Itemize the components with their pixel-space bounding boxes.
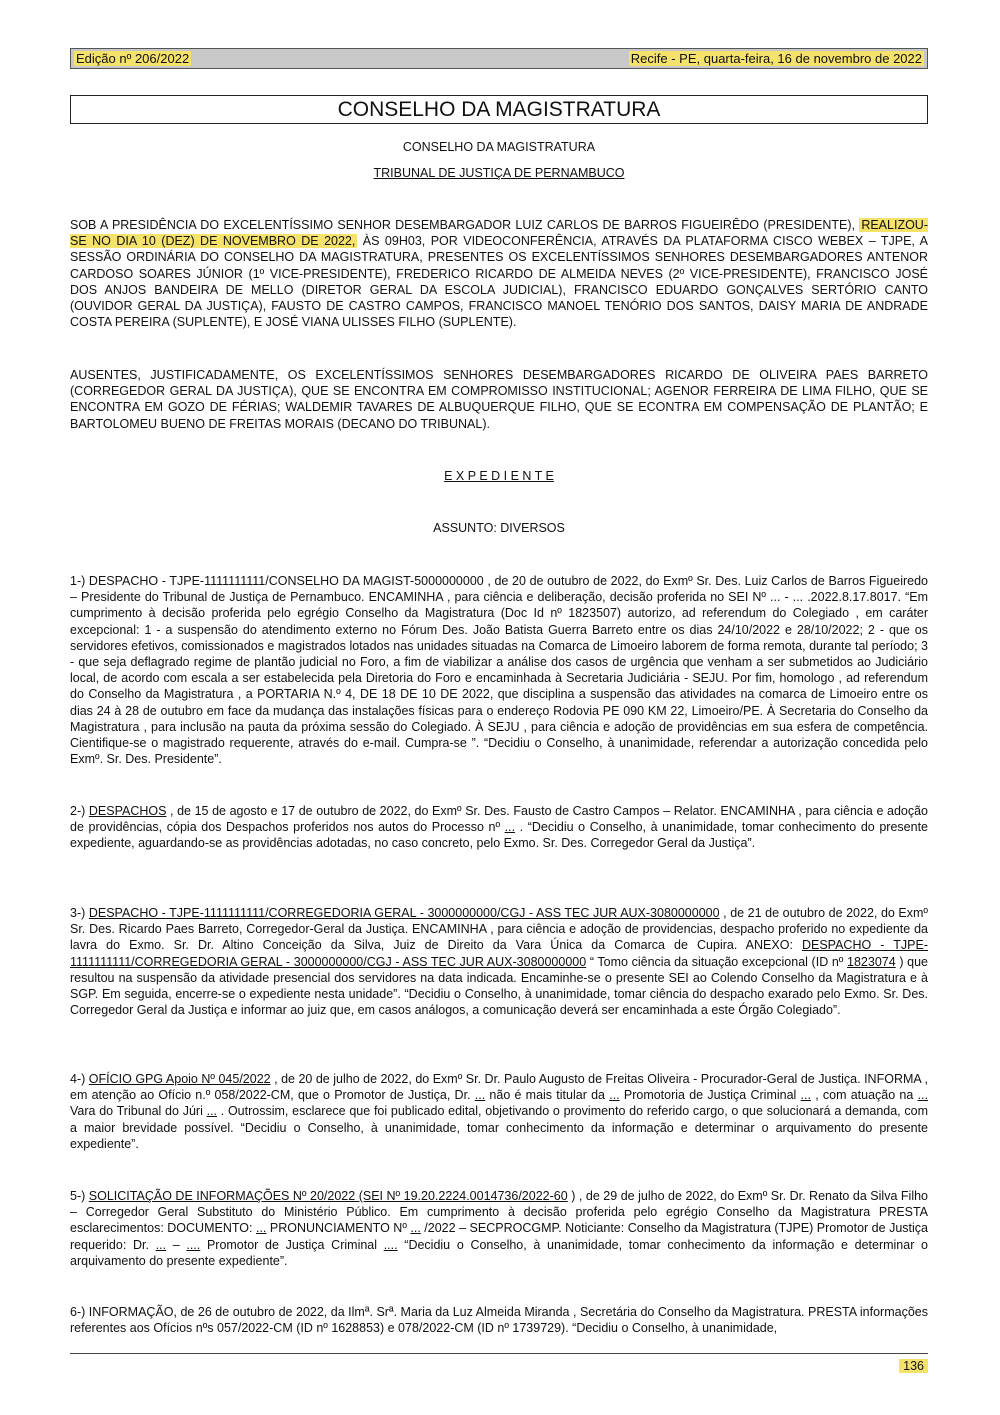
- item-2-link[interactable]: DESPACHOS: [88, 804, 167, 818]
- item-4: 4-) OFÍCIO GPG Apoio Nº 045/2022 , de 20 de julho de 2022, do Exmº Sr. Dr. Paulo Augusto de Freitas Oliveira - Procurador-Geral de Justiça. INFORMA , em atenção ao Ofício n.º 058/2022-CM, que o Promotor de Justiça, Dr. ... não é mais titular da ... Promotoria de Justiça Criminal ... , com atuação na ... Vara do Tribunal do Júri ... . Outrossim, esclarece que foi publicado edital, objetivando o provimento do referido cargo, o que solucionará a demanda, com a maior brevidade possível. “Decidiu o Conselho, à unanimidade, tomar conhecimento da informação e determinar o arquivamento do presente expediente”.: [70, 1072, 929, 1151]
- expediente-heading: E X P E D I E N T E: [444, 469, 554, 483]
- item-5: 5-) SOLICITAÇÃO DE INFORMAÇÕES Nº 20/2022 (SEI Nº 19.20.2224.0014736/2022-60 ) , de 29 de julho de 2022, do Exmº Sr. Dr. Renato da Silva Filho – Corregedor Geral Substituto do Ministério Público. Em cumprimento à decisão proferida pelo egrégio Conselho da Magistratura PRESTA esclarecimentos: DOCUMENTO: ... PRONUNCIAMENTO Nº ... /2022 – SECPROCGMP. Noticiante: Conselho da Magistratura (TJPE) Promotor de Justiça requerido: Dr. ... – .... Promotor de Justiça Criminal .... “Decidiu o Conselho, à unanimidade, tomar conhecimento da informação e determinar o arquivamento do presente expediente”.: [70, 1189, 929, 1268]
- intro-paragraph: SOB A PRESIDÊNCIA DO EXCELENTÍSSIMO SENHOR DESEMBARGADOR LUIZ CARLOS DE BARROS FIGUEIRÊDO (PRESIDENTE), REALIZOU-SE NO DIA 10 (DEZ) DE NOVEMBRO DE 2022, ÀS 09H03, POR VIDEOCONFERÊNCIA, ATRAVÉS DA PLATAFORMA CISCO WEBEX – TJPE, A SESSÃO ORDINÁRIA DO CONSELHO DA MAGISTRATURA, PRESENTES OS EXCELENTÍSSIMOS SENHORES DESEMBARGADORES ANTENOR CARDOSO SOARES JÚNIOR (1º VICE-PRESIDENTE), FREDERICO RICARDO DE ALMEIDA NEVES (2º VICE-PRESIDENTE), FRANCISCO JOSÉ DOS ANJOS BANDEIRA DE MELLO (DIRETOR GERAL DA ESCOLA JUDICIAL), FRANCISCO EDUARDO GONÇALVES SERTÓRIO CANTO (OUVIDOR GERAL DA JUSTIÇA), FAUSTO DE CASTRO CAMPOS, FRANCISCO MANOEL TENÓRIO DOS SANTOS, DAISY MARIA DE ANDRADE COSTA PEREIRA (SUPLENTE), E JOSÉ VIANA ULISSES FILHO (SUPLENTE).: [70, 218, 929, 330]
- edition-header: [70, 48, 928, 69]
- item-3: 3-) DESPACHO - TJPE-1111111111/CORREGEDORIA GERAL - 3000000000/CGJ - ASS TEC JUR AUX-3080000000 , de 21 de outubro de 2022, do Exmº Sr. Des. Ricardo Paes Barreto, Corregedor-Geral da Justiça. ENCAMINHA , para ciência e adoção de providencias, despacho proferido no expediente da lavra do Exmo. Sr. Dr. Altino Conceição da Silva, Juiz de Direito da Vara Única da Comarca de Cupira. ANEXO: DESPACHO - TJPE-1111111111/CORREGEDORIA GERAL - 3000000000/CGJ - ASS TEC JUR AUX-3080000000 “ Tomo ciência da situação excepcional (ID nº 1823074 ) que resultou na suspensão da atividade presencial dos servidores na data indicada. Encaminhe-se o presente SEI ao Colendo Conselho da Magistratura e à SGP. Em seguida, encerre-se o expediente nesta unidade”. “Decidiu o Conselho, à unanimidade, tomar ciência do despacho exarado pelo Exmo. Sr. Des. Corregedor Geral da Justiça e informar ao juiz que, em casos análogos, a comunicação deverá ser encaminhada a este Órgão Colegiado”.: [70, 906, 929, 1018]
- item-2: 2-) DESPACHOS , de 15 de agosto e 17 de outubro de 2022, do Exmº Sr. Des. Fausto de Castro Campos – Relator. ENCAMINHA , para ciência e adoção de providências, cópia dos Despachos proferidos nos autos do Processo nº ... . “Decidiu o Conselho, à unanimidade, tomar conhecimento do presente expediente, aguardando-se as providências adotadas, no caso concreto, pelo Exmo. Sr. Des. Corregedor Geral da Justiça”.: [70, 804, 929, 851]
- session-date-highlight: REALIZOU-SE NO DIA 10 (DEZ) DE NOVEMBRO DE 2022,: [70, 218, 928, 249]
- subtitle-council: CONSELHO DA MAGISTRATURA: [402, 140, 596, 154]
- item-4-link[interactable]: OFÍCIO GPG Apoio Nº 045/2022: [88, 1072, 271, 1086]
- item-3-link[interactable]: DESPACHO - TJPE-1111111111/CORREGEDORIA GERAL - 3000000000/CGJ - ASS TEC JUR AUX-3080000000: [88, 906, 720, 920]
- item-5-link[interactable]: SOLICITAÇÃO DE INFORMAÇÕES Nº 20/2022 (SEI Nº 19.20.2224.0014736/2022-60: [88, 1189, 568, 1203]
- footer-divider: [70, 1353, 928, 1354]
- item-1: 1-) DESPACHO - TJPE-1111111111/CONSELHO DA MAGIST-5000000000 , de 20 de outubro de 2022, do Exmº Sr. Des. Luiz Carlos de Barros Figueiredo – Presidente do Tribunal de Justiça de Pernambuco. ENCAMINHA , para ciência e deliberação, decisão proferida no SEI Nº ... - ... .2022.8.17.8017. “Em cumprimento à decisão proferida pelo egrégio Conselho da Magistratura (Doc Id nº 1823507) autorizo, ad referendum do Colegiado , em caráter excepcional: 1 - a suspensão do atendimento externo no Fórum Des. João Batista Guerra Barreto entre os dias 24/10/2022 e 28/10/2022; 2 - que os servidores efetivos, comissionados e magistrados lotados nas unidades situadas na Comarca de Limoeiro laborem de forma remota, durante tal período; 3 - que seja deflagrado regime de plantão judicial no Foro, a fim de viabilizar a análise dos casos de urgência que venham a ser submetidos ao Judiciário local, de acordo com escala a ser estabelecida pela Diretoria do Foro e encaminhada à Secretaria Judiciária - SEJU. Por fim, homologo , ad referendum do Conselho da Magistratura , a PORTARIA N.º 4, DE 18 DE 10 DE 2022, que disciplina a suspensão das atividades na comarca de Limoeiro entre os dias 24 à 28 de outubro em face da mudança das instalações físicas para o endereço Rodovia PE 090 KM 22, Limoeiro/PE. À Secretaria do Conselho da Magistratura , para inclusão na pauta da próxima sessão do Colegiado. À SEJU , para ciência e adoção de providências em sua esfera de competência. Cientifique-se o magistrado requerente, através do e-mail. Cumpra-se ”. “Decidiu o Conselho, à unanimidade, referendar a autorização concedida pelo Exmº. Sr. Des. Presidente”.: [70, 574, 928, 767]
- edition-number: Edição nº 206/2022: [76, 51, 190, 66]
- page-number: 136: [899, 1359, 928, 1373]
- absent-paragraph: AUSENTES, JUSTIFICADAMENTE, OS EXCELENTÍSSIMOS SENHORES DESEMBARGADORES RICARDO DE OLIVEIRA PAES BARRETO (CORREGEDOR GERAL DA JUSTIÇA), QUE SE ENCONTRA EM COMPROMISSO INSTITUCIONAL; AGENOR FERREIRA DE LIMA FILHO, QUE SE ENCONTRA EM GOZO DE FÉRIAS; WALDEMIR TAVARES DE ALBUQUERQUE FILHO, QUE SE ECONTRA EM COMPENSAÇÃO DE PLANTÃO; E BARTOLOMEU BUENO DE FREITAS MORAIS (DECANO DO TRIBUNAL).: [70, 368, 928, 431]
- item-6: 6-) INFORMAÇÃO, de 26 de outubro de 2022, da Ilmª. Srª. Maria da Luz Almeida Miranda , Secretária do Conselho da Magistratura. PRESTA informações referentes aos Ofícios nºs 057/2022-CM (ID nº 1628853) e 078/2022-CM (ID nº 1739729). “Decidiu o Conselho, à unanimidade,: [70, 1305, 928, 1336]
- edition-date: Recife - PE, quarta-feira, 16 de novembro de 2022: [630, 51, 922, 66]
- item-3-annex-link[interactable]: DESPACHO - TJPE-1111111111/CORREGEDORIA GERAL - 3000000000/CGJ - ASS TEC JUR AUX-3080000000: [70, 938, 928, 969]
- subtitle-tribunal: TRIBUNAL DE JUSTIÇA DE PERNAMBUCO: [373, 166, 625, 180]
- section-title: CONSELHO DA MAGISTRATURA: [70, 95, 928, 124]
- assunto-heading: ASSUNTO: DIVERSOS: [433, 521, 565, 535]
